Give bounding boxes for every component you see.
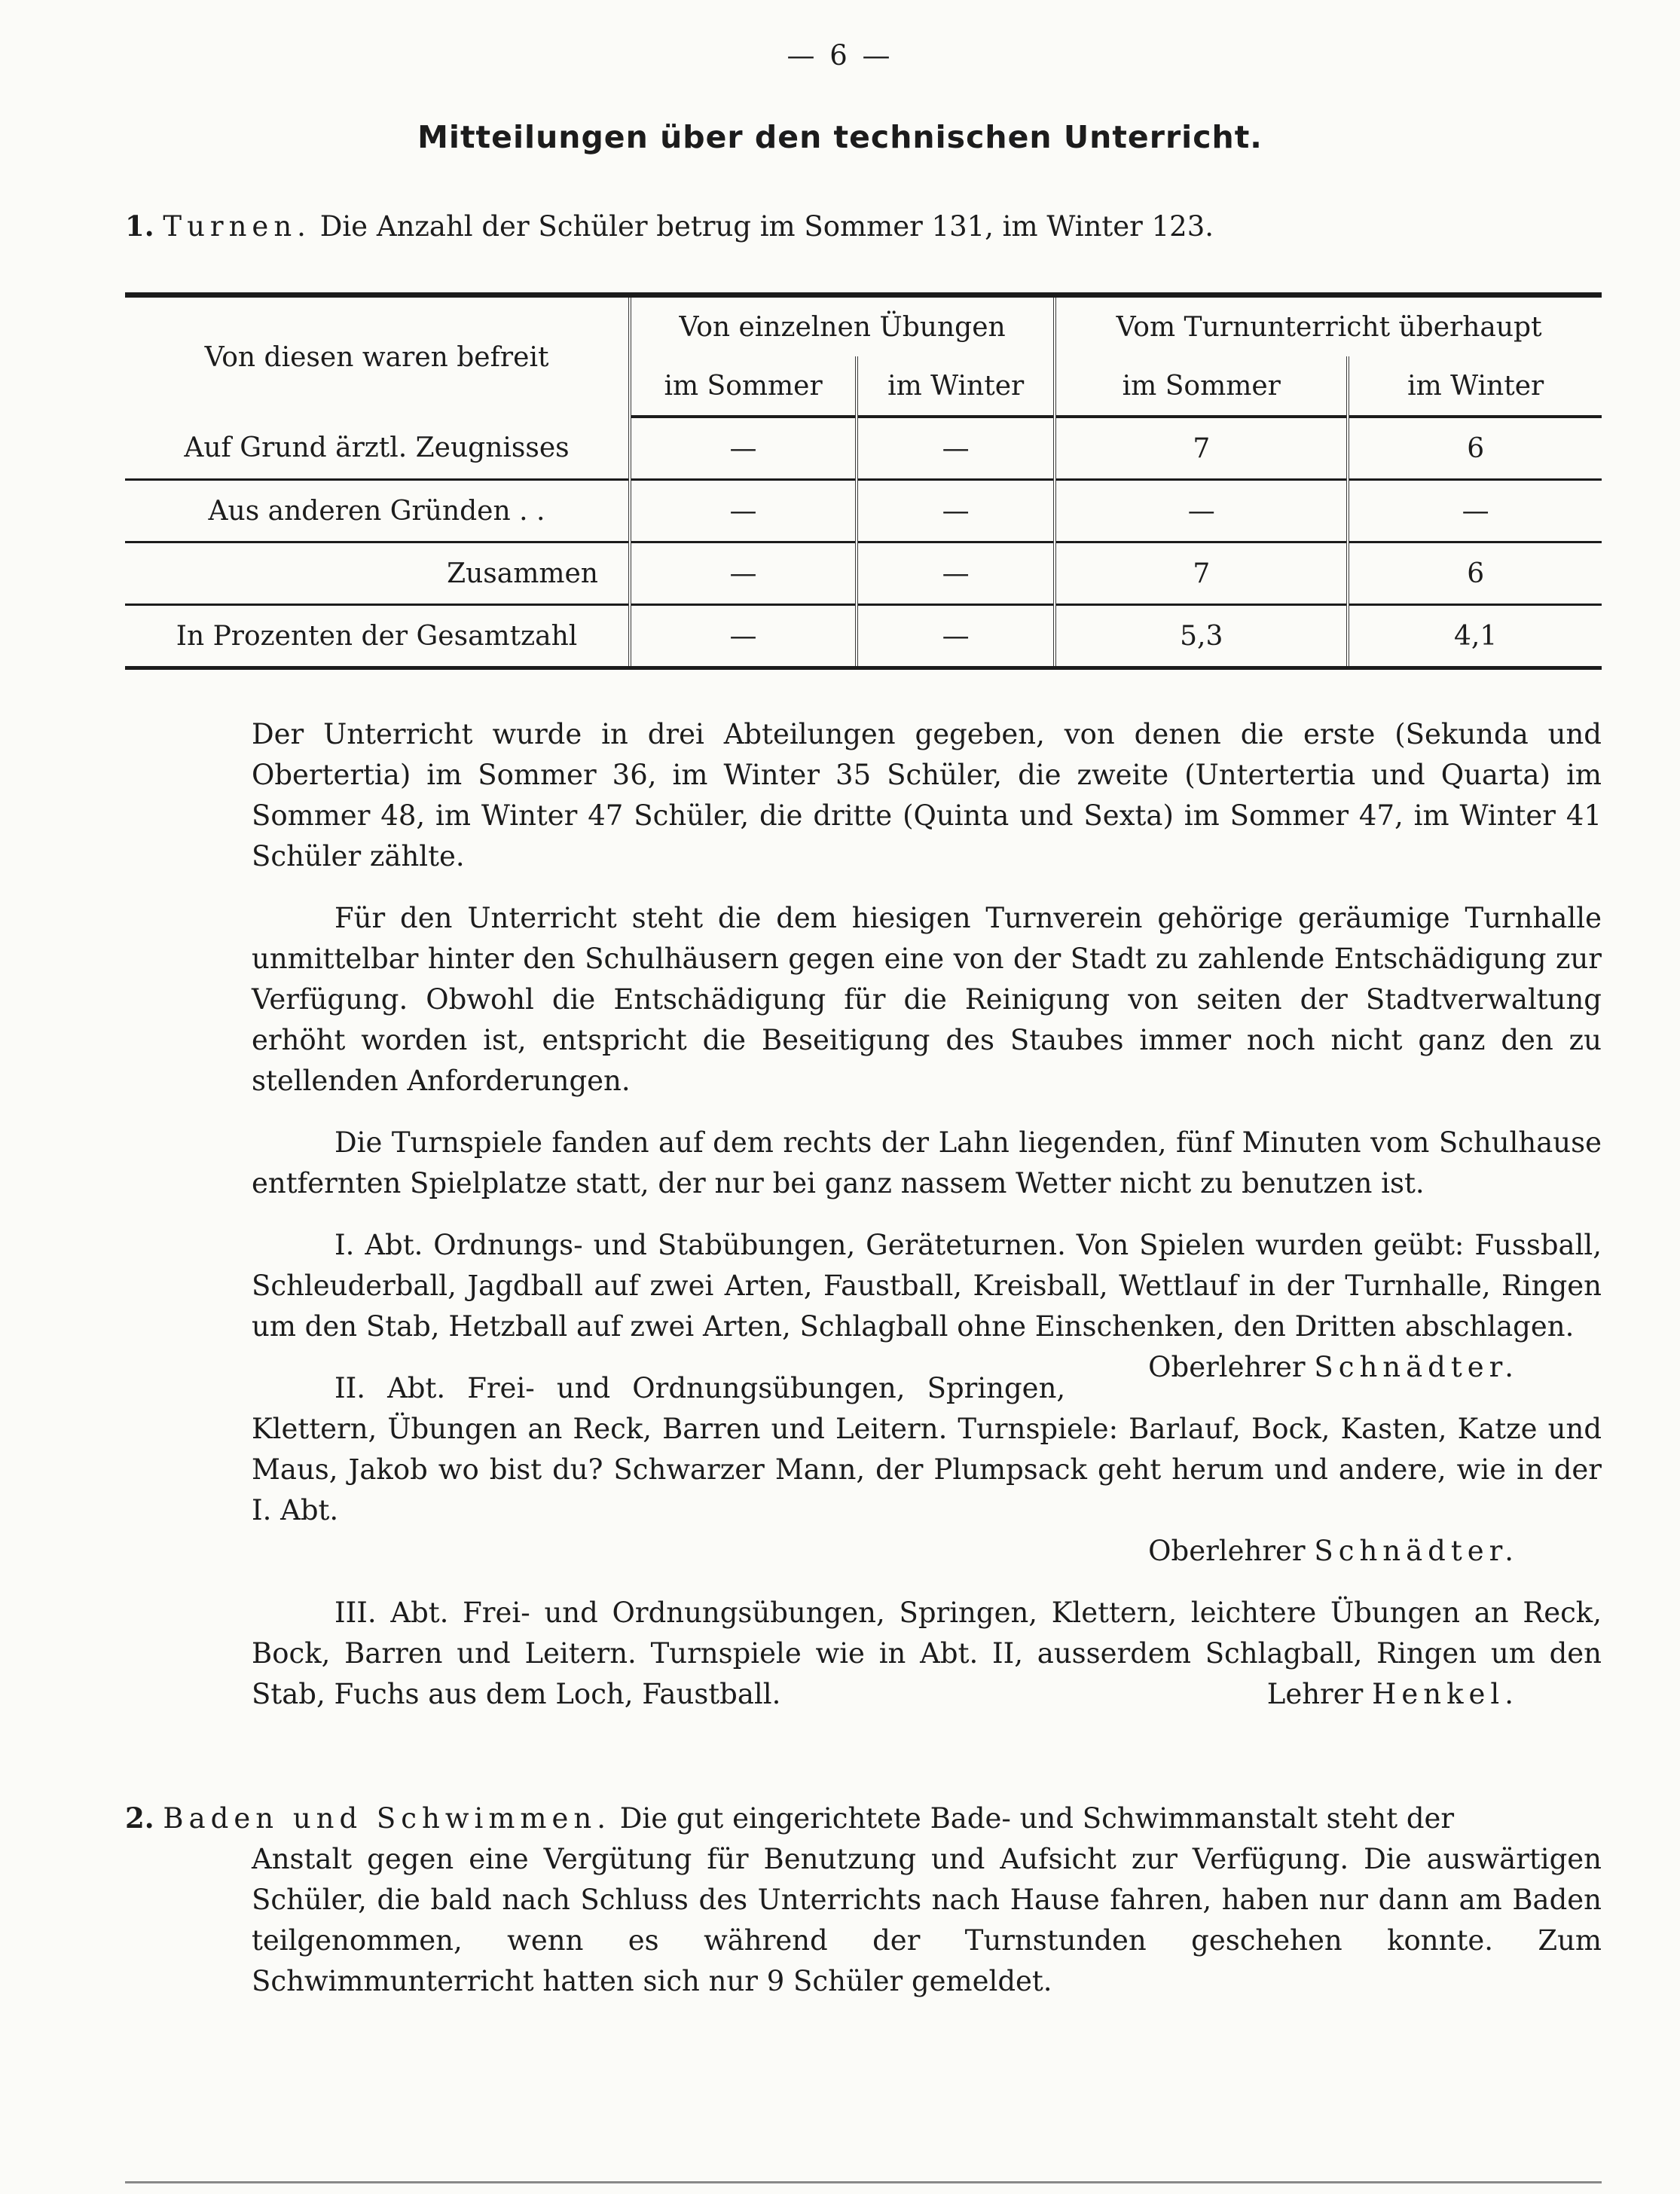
section-1-heading: [125, 209, 1214, 243]
table-subheader-summer: im Sommer: [630, 356, 857, 417]
table-cell: —: [857, 417, 1055, 480]
section-2: [125, 1798, 1602, 2002]
table-cell: 4,1: [1348, 605, 1602, 668]
division-2-signature: [252, 1531, 1602, 1572]
table-row: [125, 417, 1602, 480]
row-label: In Prozenten der Gesamtzahl: [125, 605, 630, 668]
table-group-single-exercises: Von einzelnen Übungen: [630, 295, 1055, 357]
table-cell: —: [1055, 480, 1348, 542]
row-label: Auf Grund ärztl. Zeugnisses: [184, 432, 570, 463]
section-2-first-line: [125, 1798, 1602, 1839]
paragraph-playground: Die Turnspiele fanden auf dem rechts der Lahn liegenden, fünf Minuten vom Schulhause entfernten Spielplatze statt, der nur bei ganz nassem Wetter nicht zu benutzen ist.: [252, 1126, 1602, 1199]
table-cell: —: [857, 542, 1055, 605]
row-label: Zusammen: [125, 542, 630, 605]
page-number: — 6 —: [787, 39, 893, 72]
signature-title: Lehrer: [1266, 1678, 1364, 1710]
table-cell: —: [630, 542, 857, 605]
section-1-body: [252, 714, 1602, 1715]
paragraph-gym-hall: Für den Unterricht steht die dem hiesigen Turnverein gehörige geräumige Turnhalle unmittelbar hinter den Schulhäusern gegen eine von der Stadt zu zahlende Entschädigung zur Verfügung. Obwohl die Entschädigung für die Reinigung von seiten der Stadtverwaltung erhöht worden ist, entspricht die Beseitigung des Staubes immer noch nicht ganz den zu stellenden Anforderungen.: [252, 902, 1602, 1097]
paragraph-division-3: [252, 1593, 1602, 1715]
table-cell: —: [857, 605, 1055, 668]
signature-title: Oberlehrer: [1148, 1535, 1306, 1567]
division-3-text: III. Abt. Frei- und Ordnungsübungen, Springen, Klettern, leichtere Übungen an Reck, Bock, Barren und Leitern. Turnspiele wie in Abt. II, ausserdem Schlagball, Ringen um den Stab, Fuchs aus dem Loch, Faustball.: [252, 1597, 1602, 1710]
table-cell: 7: [1055, 542, 1348, 605]
exemption-table: [125, 292, 1602, 670]
table-row: [125, 542, 1602, 605]
table-row: [125, 605, 1602, 668]
division-3-signature: [1184, 1674, 1519, 1715]
paragraph-division-2: II. Abt. Frei- und Ordnungsübungen, Springen, Klettern, Übungen an Reck, Barren und Leitern. Turnspiele: Barlauf, Bock, Kasten, Katze und Maus, Jakob wo bist du? Schwarzer Mann, der Plumpsack geht herum und andere, wie in der I. Abt.: [252, 1372, 1602, 1526]
table-cell: —: [630, 417, 857, 480]
table-cell: 6: [1348, 417, 1602, 480]
table-cell: 5,3: [1055, 605, 1348, 668]
section-2-name: Baden und Schwimmen.: [163, 1802, 611, 1835]
division-1-signature: [1065, 1347, 1519, 1388]
signature-name: Schnädter.: [1314, 1535, 1519, 1567]
table-cell: —: [857, 480, 1055, 542]
row-label: Aus anderen Gründen . .: [125, 480, 630, 542]
bottom-rule: [125, 2181, 1602, 2183]
signature-name: Schnädter.: [1314, 1351, 1519, 1383]
division-1-text: I. Abt. Ordnungs- und Stabübungen, Geräteturnen. Von Spielen wurden geübt: Fussball, Schleuderball, Jagdball auf zwei Arten, Faustball, Kreisball, Wettlauf in der Turnhalle, Ringen um den Stab, Hetzball auf zwei Arten, Schlagball ohne Einschenken, den Dritten abschlagen.: [252, 1229, 1602, 1343]
section-1-intro: Die Anzahl der Schüler betrug im Sommer 131, im Winter 123.: [319, 210, 1214, 243]
table-cell: 7: [1055, 417, 1348, 480]
table-subheader-winter: im Winter: [1348, 356, 1602, 417]
table-subheader-winter: im Winter: [857, 356, 1055, 417]
table-cell: —: [630, 480, 857, 542]
paragraph-division-1: [252, 1225, 1602, 1383]
section-1-number: 1.: [125, 209, 154, 243]
signature-title: Oberlehrer: [1148, 1351, 1306, 1383]
table-cell: —: [1348, 480, 1602, 542]
table-row-header: Von diesen waren befreit: [204, 341, 549, 373]
section-2-text-first: Die gut eingerichtete Bade- und Schwimmanstalt steht der: [619, 1802, 1455, 1835]
page-title: Mitteilungen über den technischen Unterricht.: [417, 119, 1263, 155]
table-subheader-summer: im Sommer: [1055, 356, 1348, 417]
signature-name: Henkel.: [1372, 1678, 1519, 1710]
table-row: [125, 480, 1602, 542]
section-2-number: 2.: [125, 1801, 154, 1835]
section-1-name: Turnen.: [163, 210, 311, 243]
section-2-text: Anstalt gegen eine Vergütung für Benutzung und Aufsicht zur Verfügung. Die auswärtigen Schüler, die bald nach Schluss des Unterrichts nach Hause fahren, haben nur dann am Baden teilgenommen, wenn es während der Turnstunden geschehen konnte. Zum Schwimmunterricht hatten sich nur 9 Schüler gemeldet.: [252, 1843, 1602, 1997]
table-group-gymnastics-overall: Vom Turnunterricht überhaupt: [1055, 295, 1602, 357]
table-cell: —: [630, 605, 857, 668]
table-cell: 6: [1348, 542, 1602, 605]
paragraph-divisions: Der Unterricht wurde in drei Abteilungen gegeben, von denen die erste (Sekunda und Obertertia) im Sommer 36, im Winter 35 Schüler, die zweite (Untertertia und Quarta) im Sommer 48, im Winter 47 Schüler, die dritte (Quinta und Sexta) im Sommer 47, im Winter 41 Schüler zählte.: [252, 718, 1602, 872]
